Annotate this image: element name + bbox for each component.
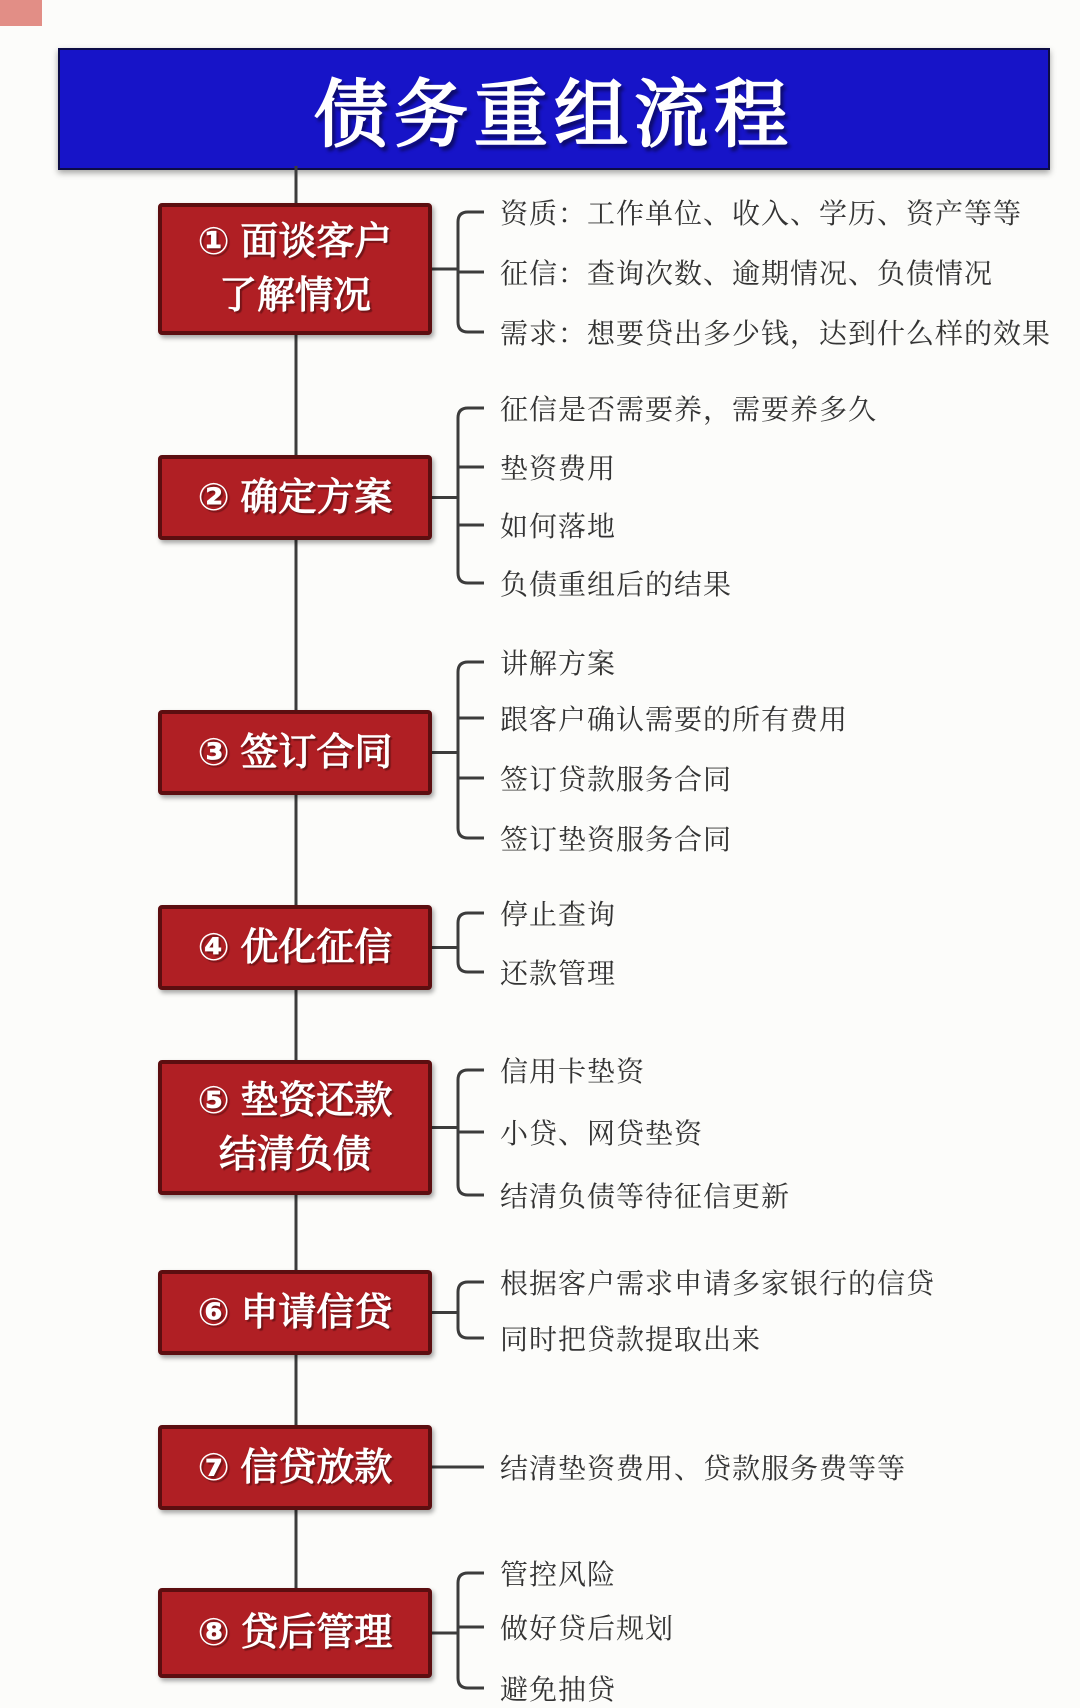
step-item: 征信：查询次数、逾期情况、负债情况	[500, 258, 994, 289]
step-item: 讲解方案	[500, 648, 617, 679]
step-box-label: ⑤ 垫资还款	[197, 1079, 393, 1122]
step-item: 负债重组后的结果	[500, 569, 733, 600]
step-item: 信用卡垫资	[500, 1056, 646, 1087]
step-item: 同时把贷款提取出来	[500, 1324, 762, 1355]
connector-segment	[458, 1282, 484, 1338]
step-box-7	[158, 1425, 432, 1510]
step-item: 结清垫资费用、贷款服务费等等	[500, 1453, 907, 1484]
step-box-label: ① 面谈客户	[197, 221, 393, 263]
step-box-label: ③ 签订合同	[197, 731, 393, 774]
step-item: 小贷、网贷垫资	[500, 1118, 704, 1149]
step-box-label: ⑦ 信贷放款	[197, 1446, 393, 1489]
step-box-label: ④ 优化征信	[197, 926, 393, 969]
step-item: 需求：想要贷出多少钱，达到什么样的效果	[500, 318, 1052, 349]
step-item: 避免抽贷	[500, 1674, 617, 1705]
step-item: 如何落地	[500, 511, 617, 542]
step-item: 管控风险	[500, 1559, 617, 1590]
step-item: 资质：工作单位、收入、学历、资产等等	[500, 198, 1023, 229]
step-box-8	[158, 1588, 432, 1678]
step-item: 签订贷款服务合同	[500, 764, 733, 795]
step-item: 做好贷后规划	[500, 1613, 675, 1644]
step-box-label: ② 确定方案	[197, 476, 393, 519]
page-title: 债务重组流程	[314, 73, 794, 156]
step-item: 结清负债等待征信更新	[500, 1181, 791, 1212]
step-box-4	[158, 905, 432, 990]
connector-segment	[458, 408, 484, 583]
step-box-label: ⑧ 贷后管理	[197, 1612, 393, 1654]
step-box-2	[158, 455, 432, 540]
connector-segment	[458, 662, 484, 838]
step-item: 停止查询	[500, 899, 617, 930]
step-box-3	[158, 710, 432, 795]
step-box-label: ⑥ 申请信贷	[197, 1291, 393, 1334]
connector-segment	[458, 1573, 484, 1688]
step-box-label: 结清负债	[218, 1133, 371, 1176]
step-item: 跟客户确认需要的所有费用	[500, 704, 849, 735]
step-item: 根据客户需求申请多家银行的信贷	[500, 1268, 936, 1299]
connector-segment	[458, 913, 484, 972]
step-box-6	[158, 1270, 432, 1355]
step-item: 还款管理	[500, 958, 617, 989]
step-item: 征信是否需要养，需要养多久	[500, 394, 878, 425]
step-box-5	[158, 1060, 432, 1195]
step-box-1	[158, 203, 432, 335]
step-item: 垫资费用	[500, 453, 617, 484]
step-item: 签订垫资服务合同	[500, 824, 733, 855]
step-box-label: 了解情况	[218, 275, 371, 317]
